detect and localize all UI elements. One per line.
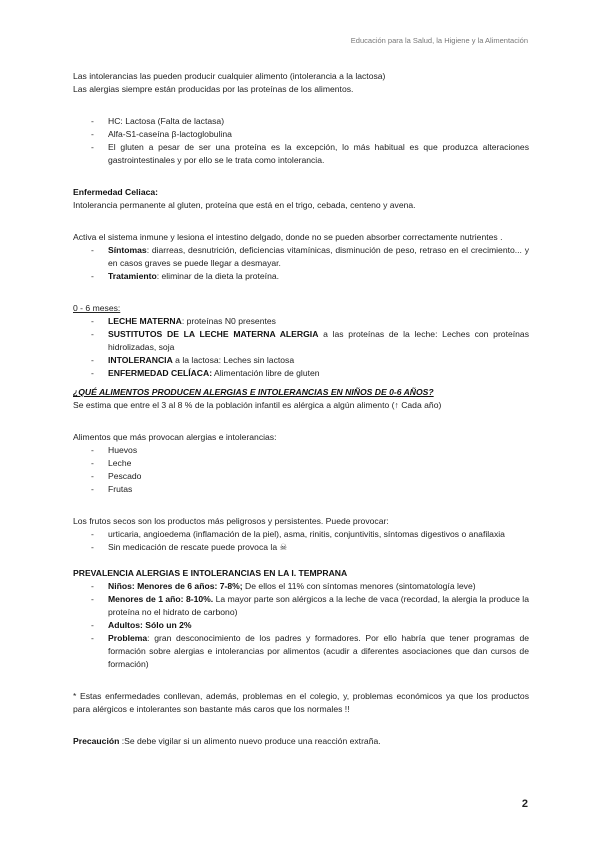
item-text: Sin medicación de rescate puede provoca la: [108, 542, 280, 552]
celiaca-description: Activa el sistema inmune y lesiona el intestino delgado, donde no se pueden absorber correctamente nutrientes .: [73, 232, 503, 242]
precaucion-text: :Se debe vigilar si un alimento nuevo produce una reacción extraña.: [119, 736, 381, 746]
item-text: : gran desconocimiento de los padres y formadores. Por ello habría que tener programas de formación sobre alergias e intolerancias por alimentos (acudir a diferentes asociaciones que dan cursos de formación): [108, 633, 529, 669]
tratamiento-label: Tratamiento: [108, 271, 157, 281]
question-text-start: Se estima que entre el 3 al 8 % de la población infantil es alérgica a algún alimento (: [73, 400, 395, 410]
intro-line-2: Las alergias siempre están producidas por las proteínas de los alimentos.: [73, 84, 354, 94]
precaucion: [73, 735, 529, 748]
celiaca-list: [73, 244, 529, 283]
list-item: [73, 328, 529, 354]
item-label: SUSTITUTOS DE LA LECHE MATERNA ALERGIA: [108, 329, 319, 339]
sintomas-label: Síntomas: [108, 245, 147, 255]
item-label: Menores de 1 año: 8-10%.: [108, 594, 214, 604]
sintomas-text: : diarreas, desnutrición, deficiencias vitamínicas, disminución de peso, retraso en el crecimiento... y en casos graves se puede llegar a desmayar.: [108, 245, 529, 268]
list-item: [73, 593, 529, 619]
alimentos-intro: Alimentos que más provocan alergias e intolerancias:: [73, 432, 277, 442]
page-number: 2: [521, 798, 528, 810]
item-label: INTOLERANCIA: [108, 355, 173, 365]
item-text: De ellos el 11% con síntomas menores (sintomatología leve): [242, 581, 476, 591]
list-item: [73, 244, 529, 270]
item-label: Problema: [108, 633, 148, 643]
page-content: [73, 70, 529, 748]
item-label: ENFERMEDAD CELÍACA:: [108, 368, 213, 378]
section-title-question: ¿QUÉ ALIMENTOS PRODUCEN ALERGIAS E INTOLERANCIAS EN NIÑOS DE 0-6 AÑOS?: [73, 387, 434, 397]
list-item: - Pescado: [73, 470, 529, 483]
list-item: [73, 632, 529, 671]
section-title-meses: 0 - 6 meses:: [73, 303, 121, 313]
frutos-intro: Los frutos secos son los productos más peligrosos y persistentes. Puede provocar:: [73, 516, 389, 526]
nutrient-list: [73, 115, 529, 167]
section-title-celiaca: Enfermedad Celiaca:: [73, 187, 159, 197]
meses-list: [73, 315, 529, 380]
item-label: LECHE MATERNA: [108, 316, 182, 326]
list-item: - urticaria, angioedema (inflamación de la piel), asma, rinitis, conjuntivitis, síntomas digestivos o anafilaxia: [73, 528, 529, 541]
item-text: Alimentación libre de gluten: [212, 368, 320, 378]
item-text: a las proteínas de la leche: Leches con proteínas hidrolizadas, soja: [108, 329, 529, 352]
intro-line-1: Las intolerancias las pueden producir cualquier alimento (intolerancia a la lactosa): [73, 71, 386, 81]
item-label: Adultos: Sólo un 2%: [108, 620, 192, 630]
item-text: : proteínas N0 presentes: [181, 316, 276, 326]
skull-icon: ☠: [279, 542, 288, 552]
list-item: [73, 619, 529, 632]
list-item: - Huevos: [73, 444, 529, 457]
list-item: - Frutas: [73, 483, 529, 496]
list-item: [73, 580, 529, 593]
list-item: [73, 367, 529, 380]
running-header: Educación para la Salud, la Higiene y la Alimentación: [350, 36, 528, 45]
precaucion-label: Precaución: [73, 736, 120, 746]
list-item: - HC: Lactosa (Falta de lactasa): [73, 115, 529, 128]
footnote: * Estas enfermedades conllevan, además, problemas en el colegio, y, problemas económicos ya que los productos para alérgicos e intolerantes son bastante más caros que los normales !!: [73, 691, 529, 714]
list-item: [73, 354, 529, 367]
question-text: [73, 399, 529, 412]
list-item: - Leche: [73, 457, 529, 470]
alimentos-list: [73, 444, 529, 496]
list-item: - El gluten a pesar de ser una proteína es la excepción, lo más habitual es que produzca alteraciones gastrointestinales y por ello se le trata como intolerancia.: [73, 141, 529, 167]
list-item: - Alfa-S1-caseína β-lactoglobulina: [73, 128, 529, 141]
item-text: La mayor parte son alérgicos a la leche de vaca (recordad, la alergia la produce la proteína no el hidrato de carbono): [108, 594, 529, 617]
item-label: Niños: Menores de 6 años: 7-8%;: [108, 581, 243, 591]
celiaca-definition: Intolerancia permanente al gluten, proteína que está en el trigo, cebada, centeno y avena.: [73, 200, 416, 210]
list-item: [73, 315, 529, 328]
frutos-list: [73, 528, 529, 554]
question-text-end: Cada año): [398, 400, 442, 410]
item-text: a la lactosa: Leches sin lactosa: [172, 355, 295, 365]
arrow-up-icon: ↑: [394, 400, 399, 410]
tratamiento-text: : eliminar de la dieta la proteína.: [156, 271, 280, 281]
prevalencia-list: [73, 580, 529, 671]
list-item: [73, 541, 529, 554]
section-title-prevalencia: PREVALENCIA ALERGIAS E INTOLERANCIAS EN LA I. TEMPRANA: [73, 568, 348, 578]
list-item: [73, 270, 529, 283]
